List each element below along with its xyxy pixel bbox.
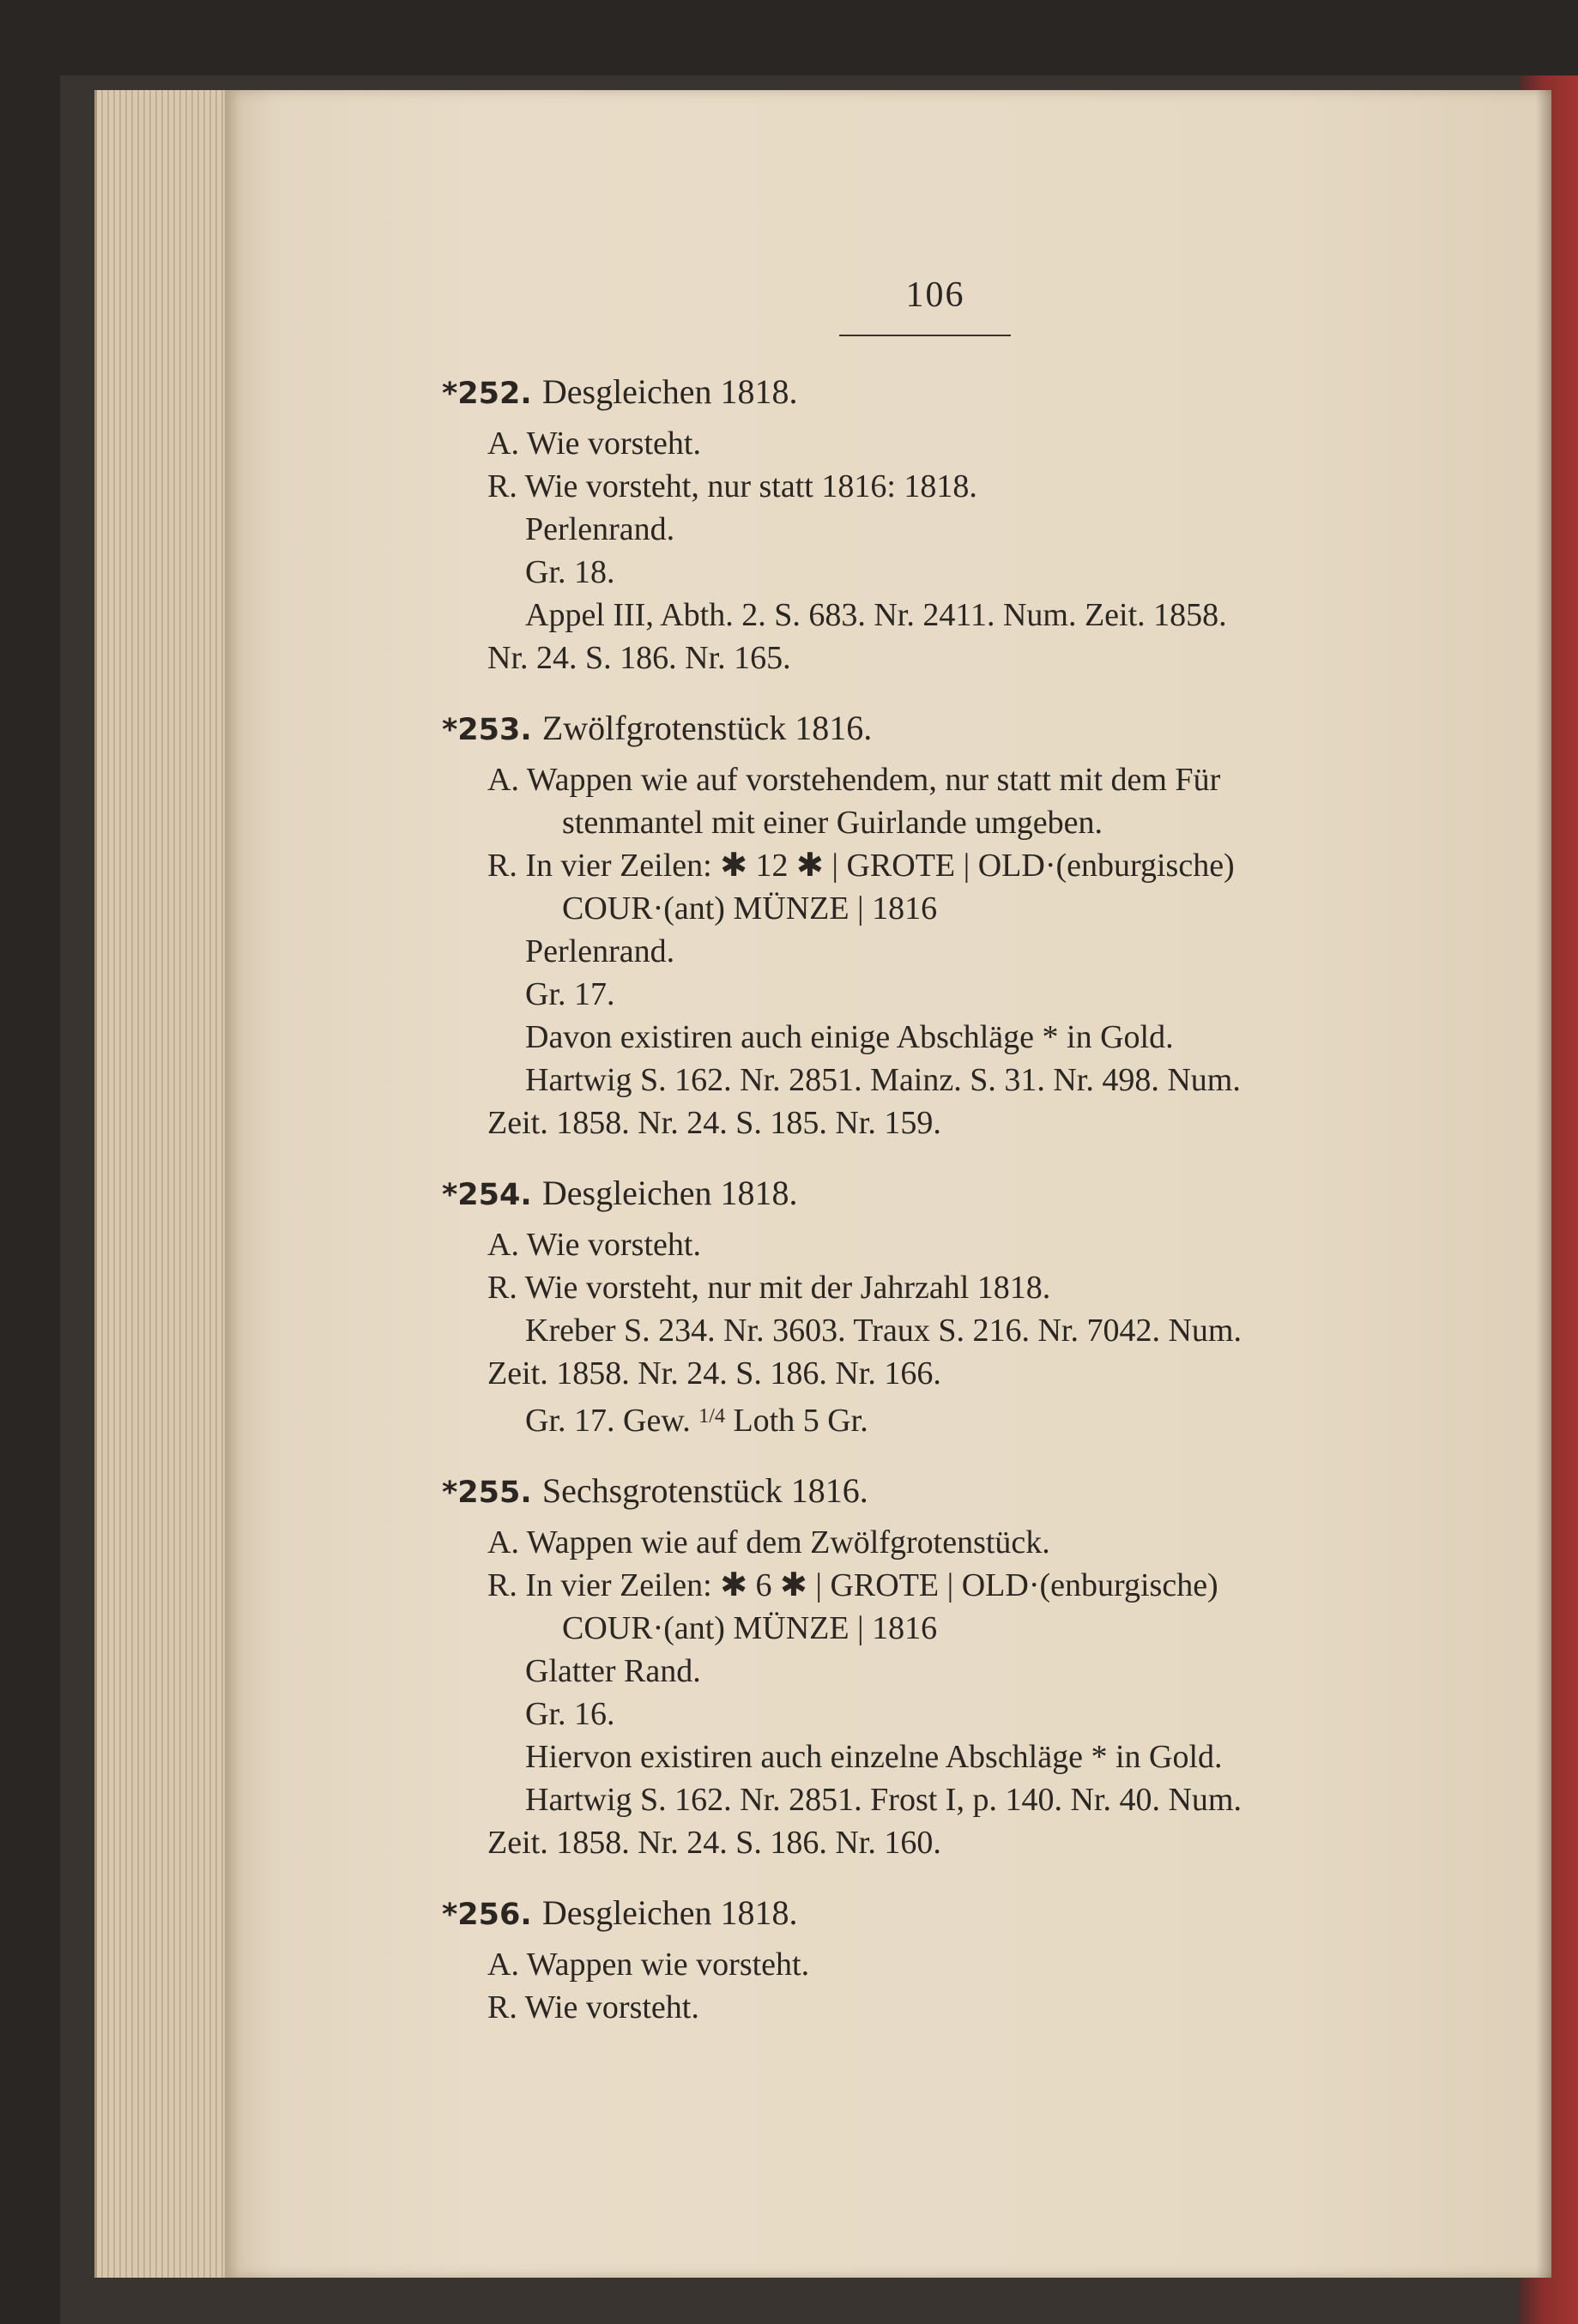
- size-line: Gr. 18.: [525, 554, 615, 590]
- entry-252: [442, 369, 1442, 679]
- obverse-line: A. Wappen wie auf vorstehendem, nur statt mit dem Für: [487, 762, 1221, 798]
- entry-256: [442, 1890, 1442, 2029]
- entry-255: [442, 1468, 1442, 1864]
- entry-title: Sechsgrotenstück 1816.: [541, 1471, 868, 1510]
- weight-suffix: Loth 5 Gr.: [733, 1403, 868, 1439]
- entry-title: Desgleichen 1818.: [541, 1174, 798, 1212]
- weight-fraction: 1/4: [698, 1405, 725, 1428]
- gutter-shadow: [1536, 90, 1551, 2278]
- entry-253: [442, 705, 1442, 1144]
- reference-line: Hartwig S. 162. Nr. 2851. Mainz. S. 31. Nr. 498. Num.: [525, 1062, 1241, 1098]
- note-line: Hiervon existiren auch einzelne Abschläge * in Gold.: [525, 1739, 1223, 1775]
- reverse-line: R. Wie vorsteht, nur statt 1816: 1818.: [487, 468, 977, 504]
- reference-line-cont: Zeit. 1858. Nr. 24. S. 186. Nr. 166.: [487, 1355, 941, 1391]
- reference-line-cont: Zeit. 1858. Nr. 24. S. 185. Nr. 159.: [487, 1105, 941, 1141]
- entry-number: *255.: [442, 1476, 532, 1510]
- reverse-line: R. In vier Zeilen: ✱ 12 ✱ | GROTE | OLD·(enburgische): [487, 848, 1235, 884]
- reverse-line: R. Wie vorsteht.: [487, 1989, 699, 2025]
- obverse-line: A. Wappen wie vorsteht.: [487, 1947, 810, 1983]
- reverse-line-cont: COUR·(ant) MÜNZE | 1816: [562, 1610, 938, 1646]
- page-number-rule: [839, 335, 1011, 336]
- reverse-line: R. Wie vorsteht, nur mit der Jahrzahl 1818.: [487, 1270, 1051, 1306]
- reverse-line-cont: COUR·(ant) MÜNZE | 1816: [562, 890, 938, 927]
- page-number: 106: [905, 275, 965, 315]
- entry-number: *254.: [442, 1178, 532, 1212]
- entry-254: [442, 1170, 1442, 1442]
- reference-line: Appel III, Abth. 2. S. 683. Nr. 2411. Num. Zeit. 1858.: [525, 597, 1227, 633]
- entry-heading: [442, 705, 1442, 753]
- entry-title: Desgleichen 1818.: [541, 1893, 798, 1932]
- entry-heading: [442, 1170, 1442, 1218]
- weight-line: [446, 1395, 1442, 1442]
- reference-line-cont: Nr. 24. S. 186. Nr. 165.: [487, 640, 791, 676]
- obverse-line: A. Wie vorsteht.: [487, 1227, 701, 1263]
- reference-line-cont: Zeit. 1858. Nr. 24. S. 186. Nr. 160.: [487, 1825, 941, 1861]
- obverse-line: A. Wie vorsteht.: [487, 426, 701, 462]
- entry-heading: [442, 369, 1442, 417]
- entry-number: *253.: [442, 713, 532, 747]
- obverse-line: A. Wappen wie auf dem Zwölfgrotenstück.: [487, 1524, 1050, 1560]
- edge-line: Perlenrand.: [525, 933, 675, 969]
- edge-line: Glatter Rand.: [525, 1653, 701, 1689]
- reference-line: Kreber S. 234. Nr. 3603. Traux S. 216. Nr. 7042. Num.: [525, 1313, 1242, 1349]
- entry-number: *252.: [442, 377, 532, 411]
- weight-prefix: Gr. 17. Gew.: [525, 1403, 691, 1439]
- entry-number: *256.: [442, 1898, 532, 1932]
- entry-heading: [442, 1468, 1442, 1516]
- note-line: Davon existiren auch einige Abschläge * in Gold.: [525, 1019, 1174, 1055]
- size-line: Gr. 16.: [525, 1696, 615, 1732]
- entry-heading: [442, 1890, 1442, 1938]
- entry-title: Zwölfgrotenstück 1816.: [541, 709, 873, 747]
- reverse-line: R. In vier Zeilen: ✱ 6 ✱ | GROTE | OLD·(enburgische): [487, 1567, 1218, 1603]
- obverse-line-cont: stenmantel mit einer Guirlande umgeben.: [562, 805, 1103, 841]
- size-line: Gr. 17.: [525, 976, 615, 1012]
- entry-title: Desgleichen 1818.: [541, 372, 798, 411]
- edge-line: Perlenrand.: [525, 511, 675, 547]
- page-content: [442, 369, 1442, 2055]
- reference-line: Hartwig S. 162. Nr. 2851. Frost I, p. 140. Nr. 40. Num.: [525, 1782, 1242, 1818]
- page-edges: [94, 90, 243, 2278]
